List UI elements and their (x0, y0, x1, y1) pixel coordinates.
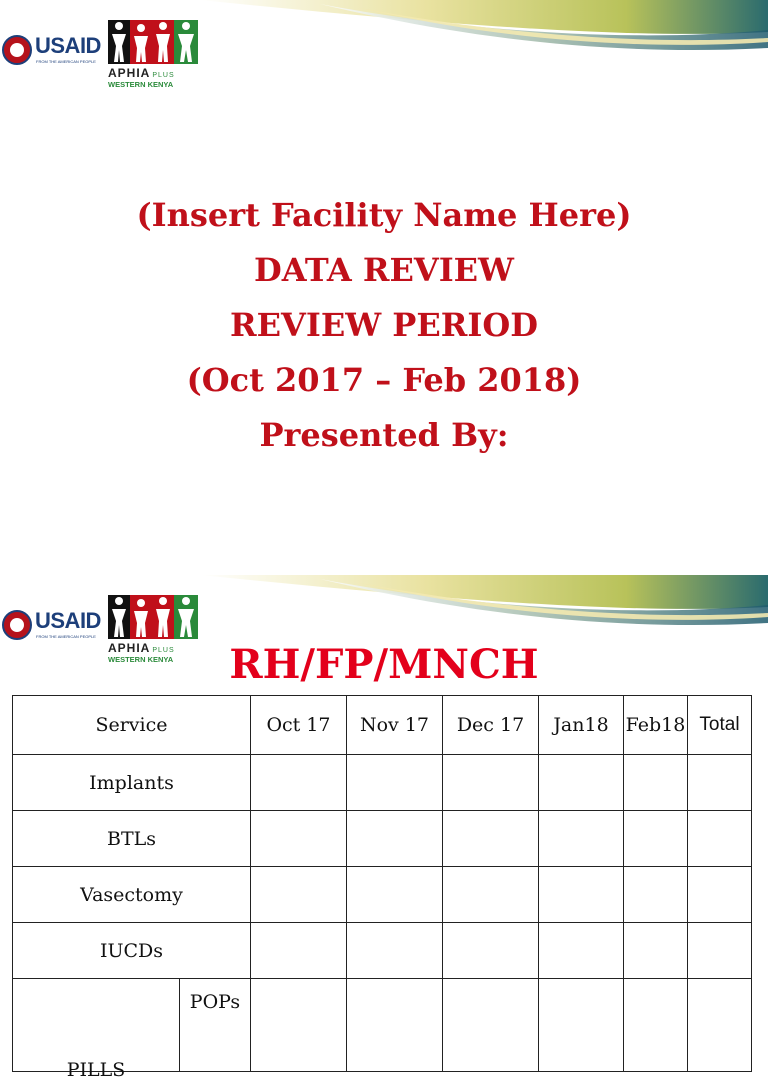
table-cell[interactable] (443, 979, 539, 1072)
service-table (12, 695, 752, 1081)
table-cell[interactable] (539, 979, 624, 1072)
header-total: Total (688, 696, 752, 755)
slide-divider (0, 560, 768, 575)
row-label-pops: POPs (180, 979, 251, 1072)
table-cell[interactable] (539, 923, 624, 979)
aphia-wordmark (108, 66, 175, 80)
review-period-heading: REVIEW PERIOD (230, 306, 538, 344)
usaid-seal-icon (2, 610, 32, 640)
table-header-row (13, 696, 752, 755)
aphia-plus: PLUS (152, 72, 175, 79)
aphia-figures-icon (108, 16, 200, 64)
table-cell[interactable] (539, 867, 624, 923)
table-cell[interactable] (688, 923, 752, 979)
usaid-wordmark: USAID (35, 608, 101, 633)
usaid-wordmark: USAID (35, 33, 101, 58)
aphia-region: WESTERN KENYA (108, 655, 174, 664)
table-cell[interactable] (624, 979, 688, 1072)
facility-name-placeholder: (Insert Facility Name Here) (136, 196, 632, 234)
row-label-vasectomy: Vasectomy (13, 867, 251, 923)
table-row (13, 923, 752, 979)
header-oct17: Oct 17 (251, 696, 347, 755)
usaid-logo (2, 30, 107, 72)
table-cell[interactable] (347, 755, 443, 811)
table-cell[interactable] (347, 811, 443, 867)
aphia-figures-icon (108, 591, 200, 639)
table-cell[interactable] (347, 923, 443, 979)
table-cell[interactable] (539, 755, 624, 811)
header-jan18: Jan18 (539, 696, 624, 755)
table-row (13, 755, 752, 811)
table-cell[interactable] (251, 979, 347, 1072)
aphia-region: WESTERN KENYA (108, 80, 174, 89)
row-label-implants: Implants (13, 755, 251, 811)
table-cell[interactable] (443, 755, 539, 811)
table-cell[interactable] (347, 979, 443, 1072)
table-cell[interactable] (688, 755, 752, 811)
slide-2 (0, 575, 768, 1081)
table-row (13, 979, 752, 1072)
table-cell[interactable] (539, 811, 624, 867)
row-label-btls: BTLs (13, 811, 251, 867)
aphia-word: APHIA (108, 641, 151, 655)
table-cell[interactable] (251, 867, 347, 923)
usaid-tagline: FROM THE AMERICAN PEOPLE (36, 634, 96, 639)
slide-title: RH/FP/MNCH (229, 641, 539, 688)
aphia-logo (108, 16, 200, 90)
table-cell[interactable] (688, 811, 752, 867)
presented-by: Presented By: (259, 416, 509, 454)
table-cell[interactable] (624, 755, 688, 811)
row-label-iucds: IUCDs (13, 923, 251, 979)
header-nov17: Nov 17 (347, 696, 443, 755)
table-cell[interactable] (688, 867, 752, 923)
table-cell[interactable] (251, 811, 347, 867)
table-row (13, 867, 752, 923)
data-review-heading: DATA REVIEW (254, 251, 514, 289)
table-cell[interactable] (251, 923, 347, 979)
table-cell[interactable] (624, 811, 688, 867)
table-cell[interactable] (624, 867, 688, 923)
usaid-seal-icon (2, 35, 32, 65)
table-cell[interactable] (688, 979, 752, 1072)
aphia-plus: PLUS (152, 647, 175, 654)
table-cell[interactable] (347, 867, 443, 923)
table-cell[interactable] (624, 923, 688, 979)
header-service: Service (13, 696, 251, 755)
header-dec17: Dec 17 (443, 696, 539, 755)
table-cell[interactable] (443, 811, 539, 867)
usaid-tagline: FROM THE AMERICAN PEOPLE (36, 59, 96, 64)
pills-label: PILLS (66, 1059, 126, 1081)
aphia-word: APHIA (108, 66, 151, 80)
row-label-pills (13, 979, 180, 1081)
table-cell[interactable] (443, 923, 539, 979)
title-block (0, 188, 768, 463)
review-period-dates: (Oct 2017 – Feb 2018) (186, 361, 582, 399)
table-cell[interactable] (251, 755, 347, 811)
header-feb18: Feb18 (624, 696, 688, 755)
table-row (13, 811, 752, 867)
table-cell[interactable] (443, 867, 539, 923)
